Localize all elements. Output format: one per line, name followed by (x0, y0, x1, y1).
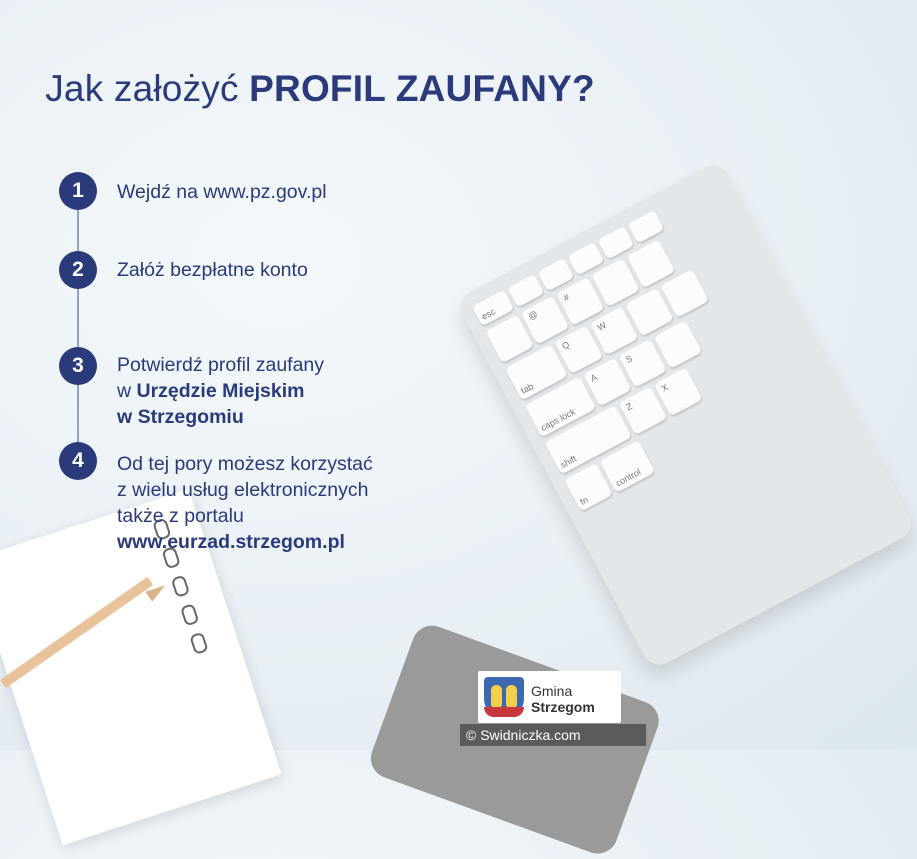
keyboard-key: @ (521, 296, 570, 345)
step-3-line-2: w Urzędzie Miejskim (117, 380, 305, 402)
title-regular: Jak założyć (45, 68, 239, 109)
step-number-badge: 2 (59, 251, 97, 289)
title-bold: PROFIL ZAUFANY? (249, 68, 595, 109)
gmina-logo (478, 671, 621, 723)
coat-of-arms-icon (484, 677, 524, 717)
step-number-badge: 1 (59, 172, 97, 210)
keyboard-key: X (654, 368, 703, 417)
step-3-text (117, 352, 324, 430)
keyboard-key: caps lock (525, 377, 597, 438)
step-2-line: Załóż bezpłatne konto (117, 259, 308, 281)
step-4-line-3: także z portalu (117, 505, 244, 527)
step-1-line: Wejdź na www.pz.gov.pl (117, 181, 327, 203)
step-4-link: www.eurzad.strzegom.pl (117, 531, 345, 553)
keyboard-key: tab (505, 344, 568, 400)
step-4-line-2: z wielu usług elektronicznych (117, 479, 369, 501)
keyboard-key: Z (619, 386, 668, 435)
step-1-text (117, 179, 327, 205)
step-number-badge: 4 (59, 442, 97, 480)
notebook-ring (171, 575, 190, 598)
step-4-line-1: Od tej pory możesz korzystać (117, 453, 373, 475)
step-2-text (117, 257, 308, 283)
keyboard-key: esc (472, 290, 514, 326)
keyboard-key: W (590, 307, 639, 356)
copyright-watermark: © Swidniczka.com (460, 724, 646, 746)
keyboard-key: Q (554, 325, 603, 374)
keyboard-key: control (600, 440, 656, 492)
keyboard-key (628, 210, 665, 244)
page-title (0, 68, 640, 110)
keyboard-key: # (556, 277, 605, 326)
keyboard-key: shift (544, 405, 632, 474)
keyboard-key: A (583, 358, 632, 407)
keyboard-key: S (618, 339, 667, 388)
keyboard-key: fn (564, 463, 613, 512)
step-number-badge: 3 (59, 347, 97, 385)
keyboard-image (455, 159, 917, 671)
step-4-text (117, 451, 373, 555)
step-3-line-1: Potwierdź profil zaufany (117, 354, 325, 376)
notebook-ring (189, 632, 208, 655)
timeline-line (77, 190, 79, 455)
logo-line-1: Gmina (531, 683, 573, 699)
step-3-line-3: w Strzegomiu (117, 406, 244, 428)
logo-line-2: Strzegom (531, 699, 595, 715)
notebook-ring (180, 603, 199, 626)
